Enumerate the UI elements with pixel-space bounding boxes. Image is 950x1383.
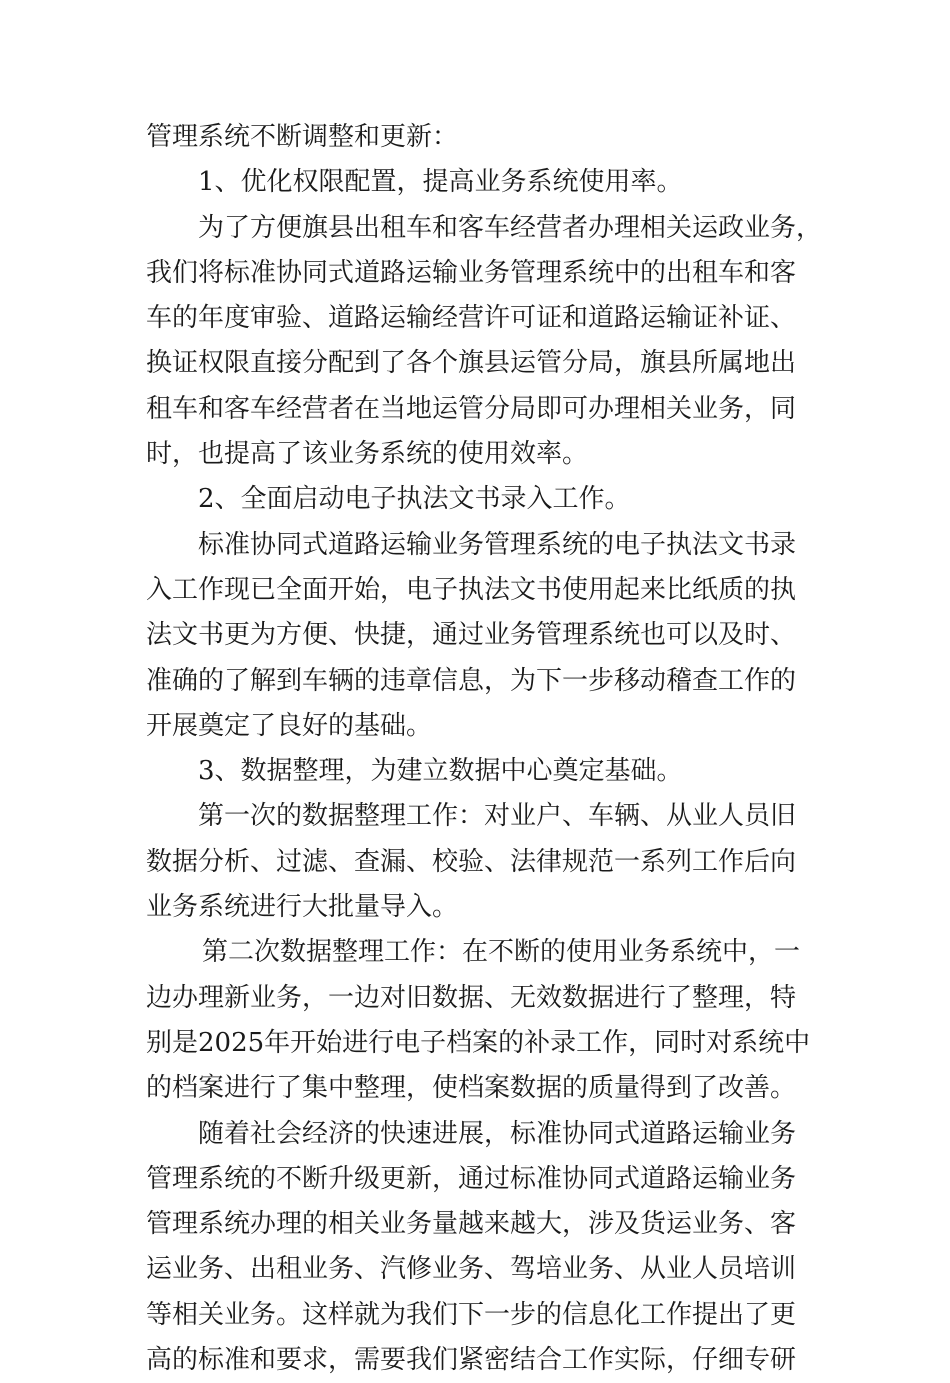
- heading-item-1: 1、优化权限配置，提高业务系统使用率。: [198, 167, 683, 198]
- text-line: 我们将标准协同式道路运输业务管理系统中的出租车和客: [146, 257, 797, 288]
- text-line: 时，也提高了该业务系统的使用效率。: [146, 439, 589, 470]
- heading-item-2: 2、全面启动电子执法文书录入工作。: [198, 484, 631, 515]
- text-line: 租车和客车经营者在当地运管分局即可办理相关业务，同: [146, 393, 797, 424]
- text-line: 换证权限直接分配到了各个旗县运管分局，旗县所属地出: [146, 348, 797, 379]
- document-body: [146, 115, 823, 1383]
- text-line: 等相关业务。这样就为我们下一步的信息化工作提出了更: [146, 1299, 797, 1330]
- text-line: 法文书更为方便、快捷，通过业务管理系统也可以及时、: [146, 620, 797, 651]
- text-line: 为了方便旗县出租车和客车经营者办理相关运政业务，: [198, 212, 823, 243]
- text-line: 管理系统不断调整和更新：: [146, 122, 459, 152]
- text-line: 边办理新业务，一边对旧数据、无效数据进行了整理，特: [146, 982, 797, 1013]
- text-line: 的档案进行了集中整理，使档案数据的质量得到了改善。: [146, 1073, 797, 1104]
- text-line: 运业务、出租业务、汽修业务、驾培业务、从业人员培训: [146, 1254, 797, 1285]
- text-line: 标准协同式道路运输业务管理系统的电子执法文书录: [198, 529, 797, 560]
- text-line: 管理系统办理的相关业务量越来越大，涉及货运业务、客: [146, 1209, 797, 1240]
- text-line: 业务系统进行大批量导入。: [146, 892, 459, 923]
- text-line: 入工作现已全面开始，电子执法文书使用起来比纸质的执: [146, 574, 797, 605]
- text-line: 准确的了解到车辆的违章信息，为下一步移动稽查工作的: [146, 665, 797, 696]
- text-line: 车的年度审验、道路运输经营许可证和道路运输证补证、: [146, 303, 797, 334]
- text-line: 别是2025年开始进行电子档案的补录工作，同时对系统中: [146, 1027, 811, 1058]
- text-line: 第二次数据整理工作：在不断的使用业务系统中，一: [202, 937, 801, 968]
- text-line: 管理系统的不断升级更新，通过标准协同式道路运输业务: [146, 1163, 797, 1194]
- heading-item-3: 3、数据整理，为建立数据中心奠定基础。: [198, 756, 683, 787]
- text-line: 第一次的数据整理工作：对业户、车辆、从业人员旧: [198, 801, 797, 832]
- text-line: 高的标准和要求，需要我们紧密结合工作实际，仔细专研: [146, 1345, 797, 1376]
- text-line: 随着社会经济的快速进展，标准协同式道路运输业务: [198, 1118, 797, 1149]
- text-line: 开展奠定了良好的基础。: [146, 710, 433, 741]
- text-line: 数据分析、过滤、查漏、校验、法律规范一系列工作后向: [146, 846, 797, 877]
